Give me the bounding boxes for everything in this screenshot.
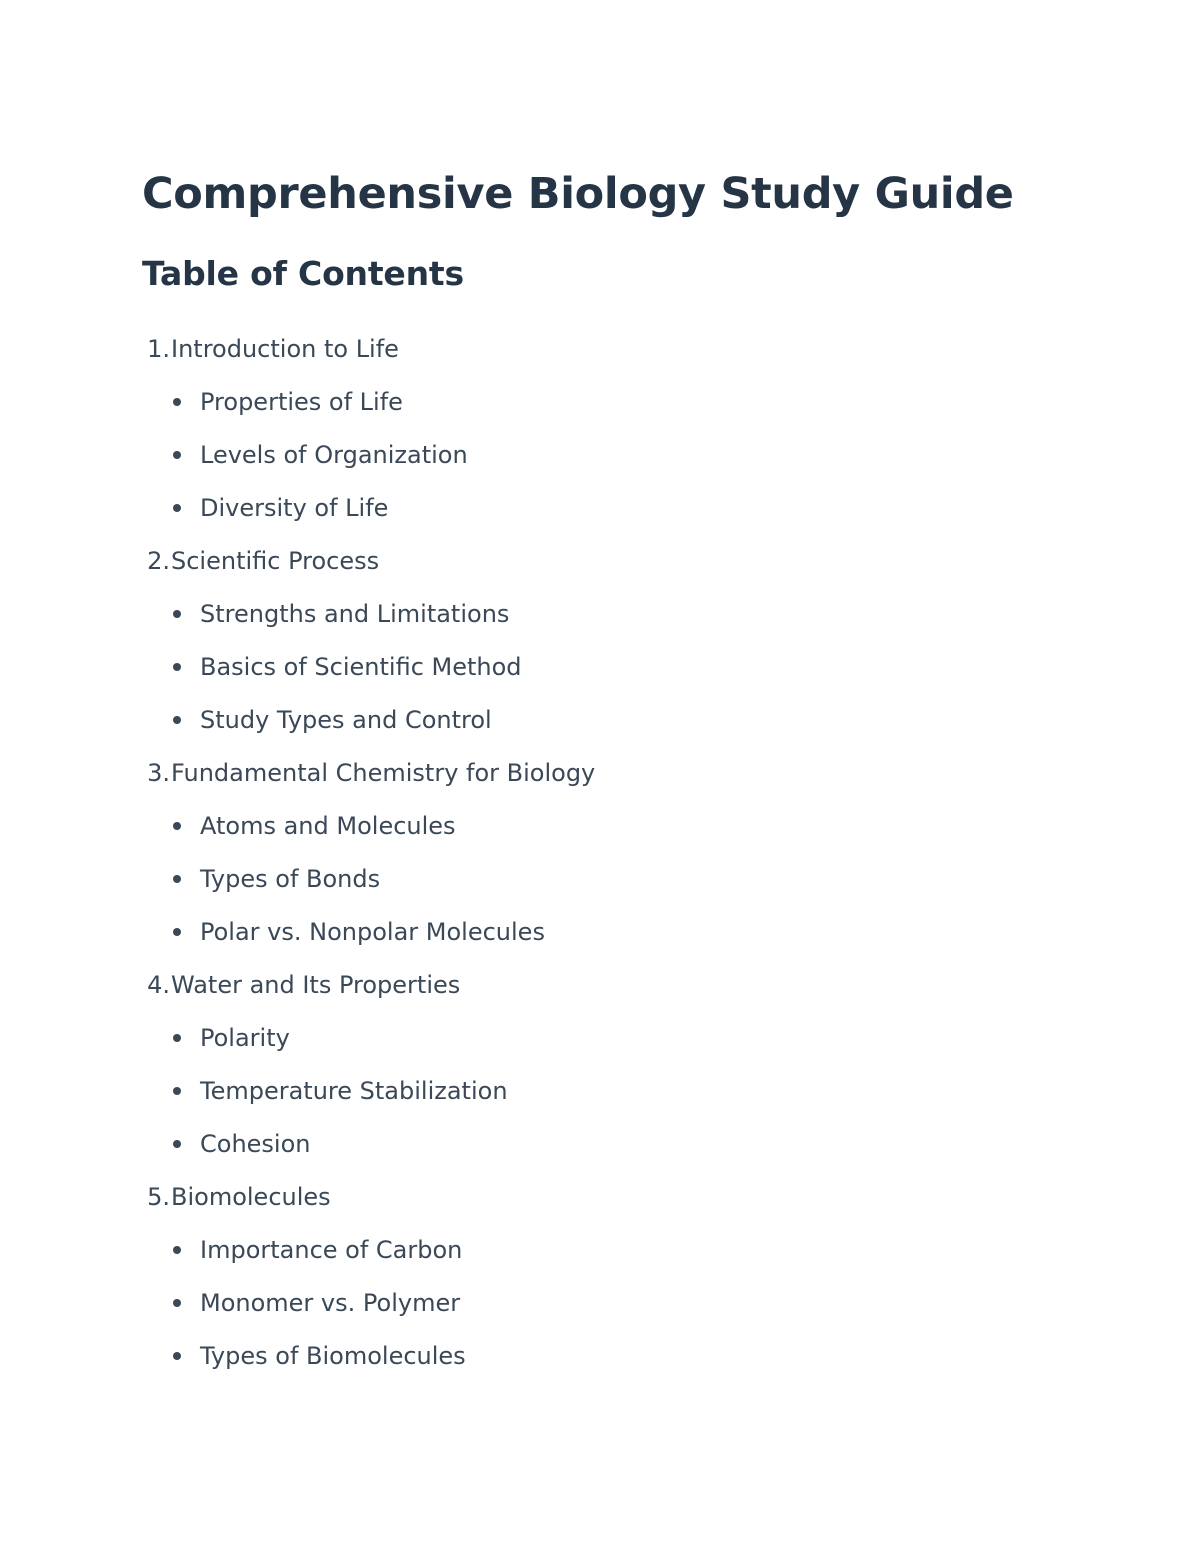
subsection-item: [142, 587, 1200, 640]
subsection-title: Study Types and Control: [200, 705, 492, 734]
toc-chapter-4: [142, 958, 1200, 1170]
chapter-number: 1.: [147, 334, 170, 363]
subsection-item: [142, 375, 1200, 428]
subsection-list: [142, 587, 1200, 746]
subsection-title: Types of Bonds: [200, 864, 381, 893]
toc-chapter-1: [142, 322, 1200, 534]
subsection-title: Strengths and Limitations: [200, 599, 510, 628]
chapter-entry: [142, 322, 1200, 375]
subsection-title: Levels of Organization: [200, 440, 468, 469]
subsection-item: [142, 852, 1200, 905]
bullet-icon: [173, 1352, 181, 1360]
subsection-item: [142, 1117, 1200, 1170]
subsection-title: Basics of Scientific Method: [200, 652, 522, 681]
document-title: Comprehensive Biology Study Guide: [142, 169, 1014, 219]
chapter-number: 2.: [147, 546, 170, 575]
subsection-title: Importance of Carbon: [200, 1235, 463, 1264]
chapter-title: Biomolecules: [171, 1182, 331, 1211]
chapter-number: 4.: [147, 970, 170, 999]
chapter-entry: [142, 534, 1200, 587]
chapter-number: 3.: [147, 758, 170, 787]
bullet-icon: [173, 1034, 181, 1042]
subsection-item: [142, 1223, 1200, 1276]
subsection-title: Monomer vs. Polymer: [200, 1288, 461, 1317]
subsection-list: [142, 1223, 1200, 1382]
bullet-icon: [173, 1140, 181, 1148]
subsection-list: [142, 375, 1200, 534]
bullet-icon: [173, 1246, 181, 1254]
subsection-item: [142, 693, 1200, 746]
subsection-item: [142, 640, 1200, 693]
chapter-title: Water and Its Properties: [171, 970, 461, 999]
bullet-icon: [173, 504, 181, 512]
subsection-title: Temperature Stabilization: [200, 1076, 508, 1105]
table-of-contents: [142, 322, 1200, 1382]
chapter-number: 5.: [147, 1182, 170, 1211]
toc-heading: Table of Contents: [142, 254, 464, 293]
subsection-list: [142, 1011, 1200, 1170]
subsection-title: Diversity of Life: [200, 493, 389, 522]
bullet-icon: [173, 928, 181, 936]
bullet-icon: [173, 398, 181, 406]
toc-chapter-2: [142, 534, 1200, 746]
chapter-title: Introduction to Life: [171, 334, 399, 363]
subsection-list: [142, 799, 1200, 958]
bullet-icon: [173, 875, 181, 883]
bullet-icon: [173, 451, 181, 459]
chapter-entry: [142, 958, 1200, 1011]
subsection-title: Types of Biomolecules: [200, 1341, 466, 1370]
subsection-item: [142, 1276, 1200, 1329]
subsection-item: [142, 1329, 1200, 1382]
subsection-item: [142, 799, 1200, 852]
bullet-icon: [173, 663, 181, 671]
bullet-icon: [173, 1299, 181, 1307]
toc-chapter-5: [142, 1170, 1200, 1382]
subsection-title: Polar vs. Nonpolar Molecules: [200, 917, 545, 946]
chapter-title: Fundamental Chemistry for Biology: [171, 758, 596, 787]
bullet-icon: [173, 822, 181, 830]
bullet-icon: [173, 716, 181, 724]
subsection-title: Cohesion: [200, 1129, 311, 1158]
toc-chapter-3: [142, 746, 1200, 958]
chapter-entry: [142, 1170, 1200, 1223]
bullet-icon: [173, 610, 181, 618]
chapter-title: Scientific Process: [171, 546, 380, 575]
chapter-entry: [142, 746, 1200, 799]
subsection-title: Atoms and Molecules: [200, 811, 456, 840]
bullet-icon: [173, 1087, 181, 1095]
subsection-item: [142, 481, 1200, 534]
subsection-item: [142, 905, 1200, 958]
subsection-item: [142, 428, 1200, 481]
subsection-title: Polarity: [200, 1023, 290, 1052]
subsection-item: [142, 1011, 1200, 1064]
subsection-title: Properties of Life: [200, 387, 403, 416]
subsection-item: [142, 1064, 1200, 1117]
